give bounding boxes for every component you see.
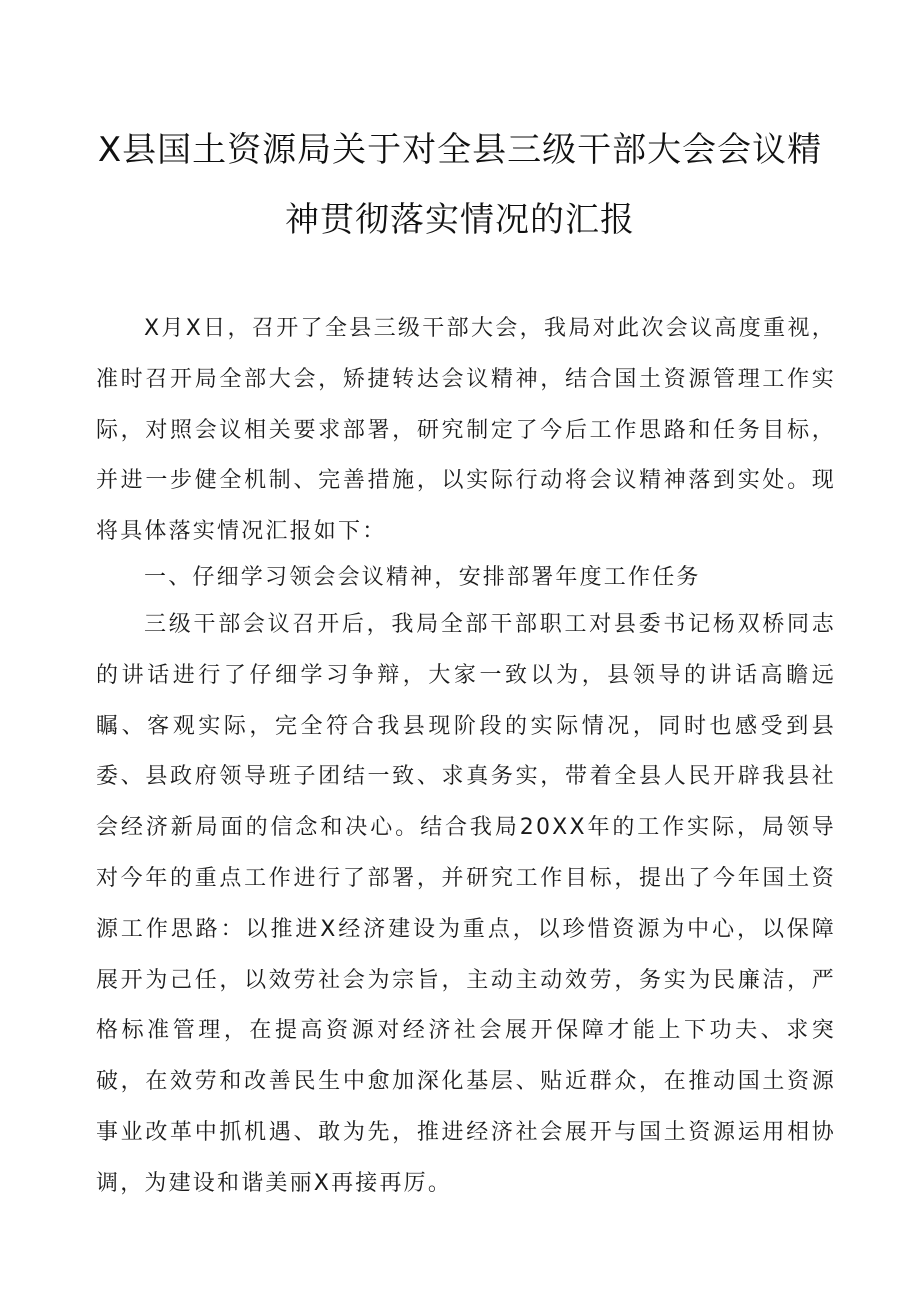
intro-paragraph: X月X日，召开了全县三级干部大会，我局对此次会议高度重视，准时召开局全部大会，矫捷转达会议精神，结合国土资源管理工作实际，对照会议相关要求部署，研究制定了今后工作思路和任务目标，并进一步健全机制、完善措施，以实际行动将会议精神落到实处。现将具体落实情况汇报如下：	[96, 316, 836, 545]
document-title-line-2: 神贯彻落实情况的汇报	[285, 200, 635, 240]
section-1-paragraph: 三级干部会议召开后，我局全部干部职工对县委书记杨双桥同志的讲话进行了仔细学习争辩，大家一致以为，县领导的讲话高瞻远瞩、客观实际，完全符合我县现阶段的实际情况，同时也感受到县委、县政府领导班子团结一致、求真务实，带着全县人民开辟我县社会经济新局面的信念和决心。结合我局20XX年的工作实际，局领导对今年的重点工作进行了部署，并研究工作目标，提出了今年国土资源工作思路：以推进X经济建设为重点，以珍惜资源为中心，以保障展开为己任，以效劳社会为宗旨，主动主动效劳，务实为民廉洁，严格标准管理，在提高资源对经济社会展开保障才能上下功夫、求突破，在效劳和改善民生中愈加深化基层、贴近群众，在推动国土资源事业改革中抓机遇、敢为先，推进经济社会展开与国土资源运用相协调，为建设和谐美丽X再接再厉。	[96, 612, 836, 1196]
section-heading-1: 一、仔细学习领会会议精神，安排部署年度工作任务	[144, 565, 701, 590]
document-title-line-1: X县国土资源局关于对全县三级干部大会会议精	[97, 130, 823, 170]
